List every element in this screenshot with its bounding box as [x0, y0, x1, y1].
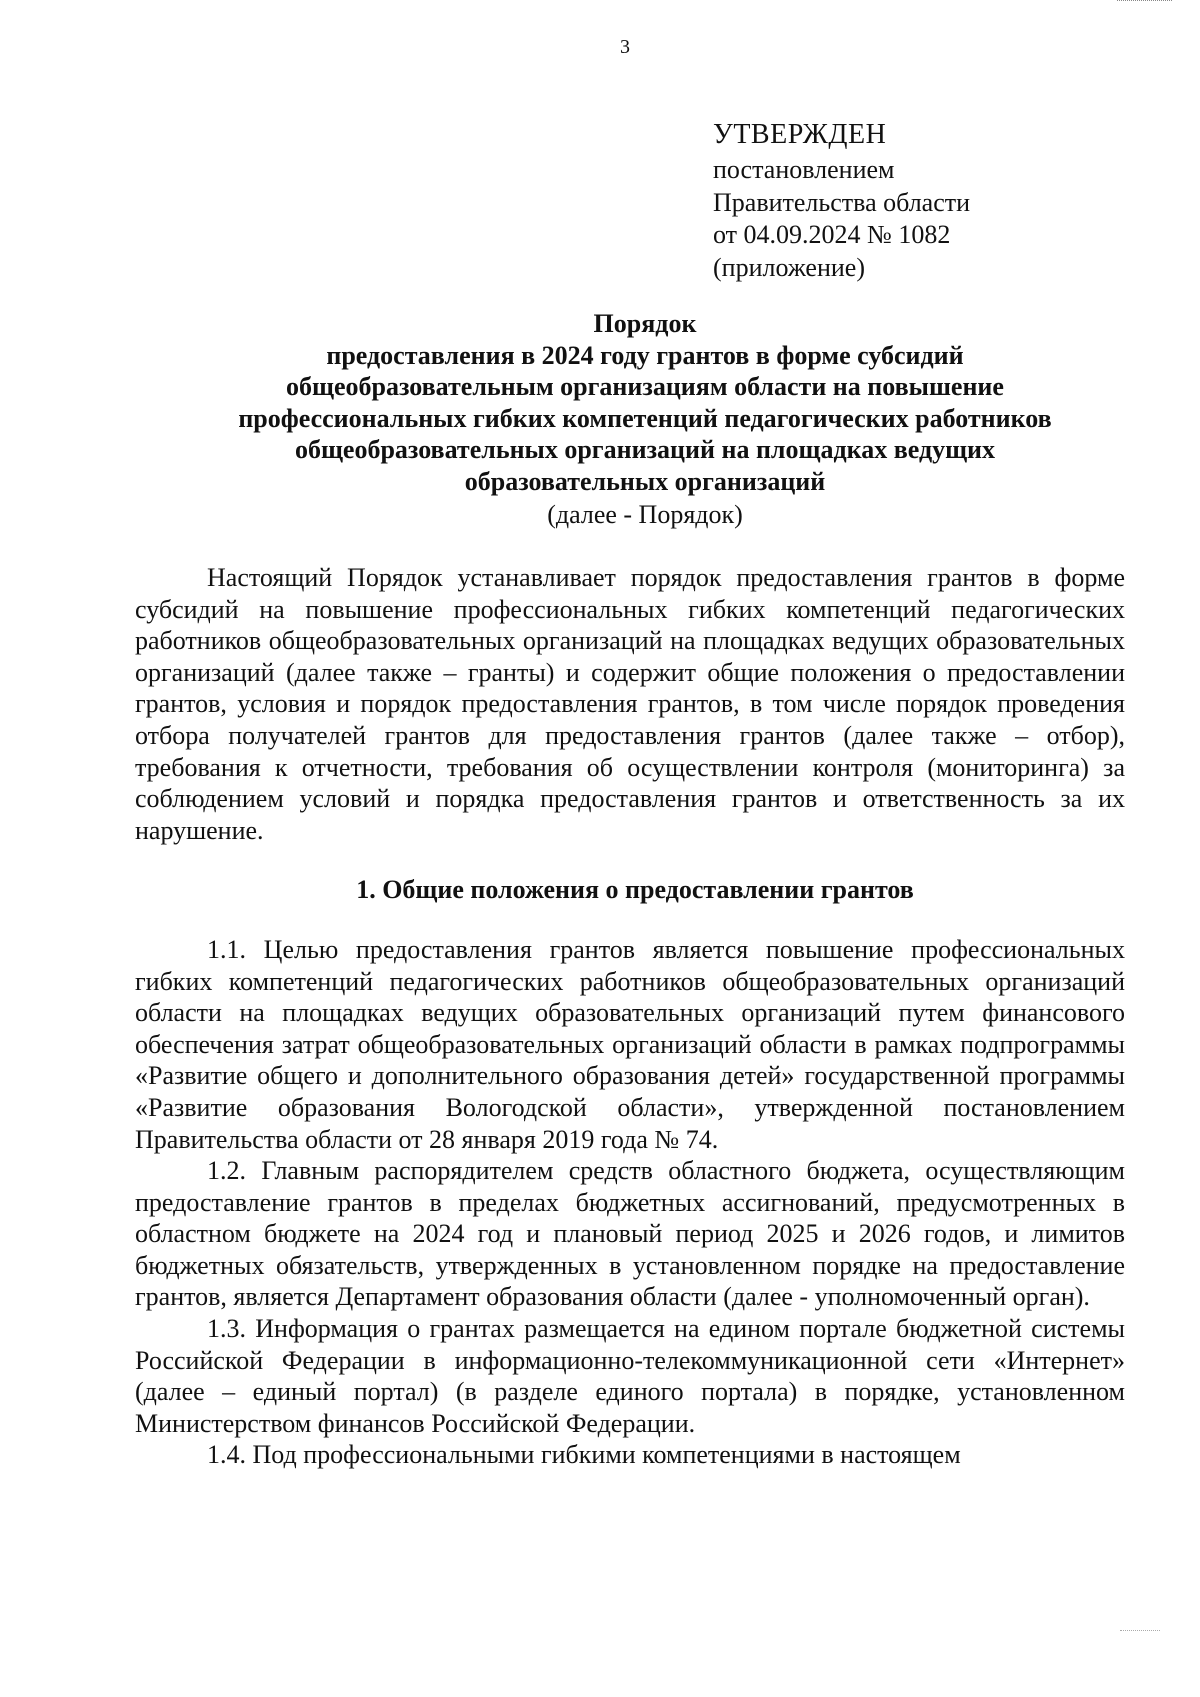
heading-line: общеобразовательных организаций на площадках ведущих	[294, 435, 996, 464]
approval-line: от 04.09.2024 № 1082	[713, 220, 951, 249]
approval-line: постановлением	[713, 155, 895, 184]
scan-edge-mark	[1117, 0, 1172, 5]
document-body	[135, 562, 1125, 1471]
approval-line: Правительства области	[713, 187, 971, 217]
clause-paragraph: 1.4. Под профессиональными гибкими компетенциями в настоящем	[207, 1440, 961, 1470]
scan-edge-mark	[1120, 1630, 1160, 1637]
approval-title: УТВЕРЖДЕН	[713, 119, 887, 150]
intro-paragraph: Настоящий Порядок устанавливает порядок предоставления грантов в форме субсидий на повышение профессиональных гибких компетенций педагогических работников общеобразовательных организаций на площадках ведущих образовательных организаций (далее также – гранты) и содержит общие положения о предоставлении грантов, условия и порядок предоставления грантов, в том числе порядок проведения отбора получателей грантов для предоставления грантов (далее также – отбор), требования к отчетности, требования об осуществлении контроля (мониторинга) за соблюдением условий и порядка предоставления грантов и ответственность за их нарушение.	[135, 563, 1125, 845]
clause-paragraph: 1.1. Целью предоставления грантов является повышение профессиональных гибких компетенций педагогических работников общеобразовательных организаций области на площадках ведущих образовательных организаций путем финансового обеспечения затрат общеобразовательных организаций области в рамках подпрограммы «Развитие общего и дополнительного образования детей» государственной программы «Развитие образования Вологодской области», утвержденной постановлением Правительства области от 28 января 2019 года № 74.	[135, 934, 1125, 1154]
document-heading	[100, 308, 1190, 531]
heading-line: профессиональных гибких компетенций педагогических работников	[238, 403, 1052, 433]
heading-line: образовательных организаций	[464, 466, 826, 496]
clause-paragraph: 1.2. Главным распорядителем средств областного бюджета, осуществляющим предоставление грантов в пределах бюджетных ассигнований, предусмотренных в областном бюджете на 2024 год и плановый период 2025 и 2026 годов, и лимитов бюджетных обязательств, утвержденных в установленном порядке на предоставление грантов, является Департамент образования области (далее - уполномоченный орган).	[135, 1156, 1125, 1312]
approval-line: (приложение)	[713, 252, 866, 282]
heading-line: общеобразовательным организациям области на повышение	[286, 372, 1004, 401]
heading-subtitle: (далее - Порядок)	[547, 500, 743, 529]
heading-title: Порядок	[593, 309, 697, 338]
section-title: 1. Общие положения о предоставлении грантов	[356, 875, 914, 905]
heading-line: предоставления в 2024 году грантов в форме субсидий	[326, 340, 964, 370]
approval-stamp	[713, 116, 970, 284]
page-number: 3	[620, 36, 630, 58]
clause-paragraph: 1.3. Информация о грантах размещается на едином портале бюджетной системы Российской Федерации в информационно-телекоммуникационной сети «Интернет» (далее – единый портал) (в разделе единого портала) в порядке, установленном Министерством финансов Российской Федерации.	[135, 1314, 1125, 1438]
